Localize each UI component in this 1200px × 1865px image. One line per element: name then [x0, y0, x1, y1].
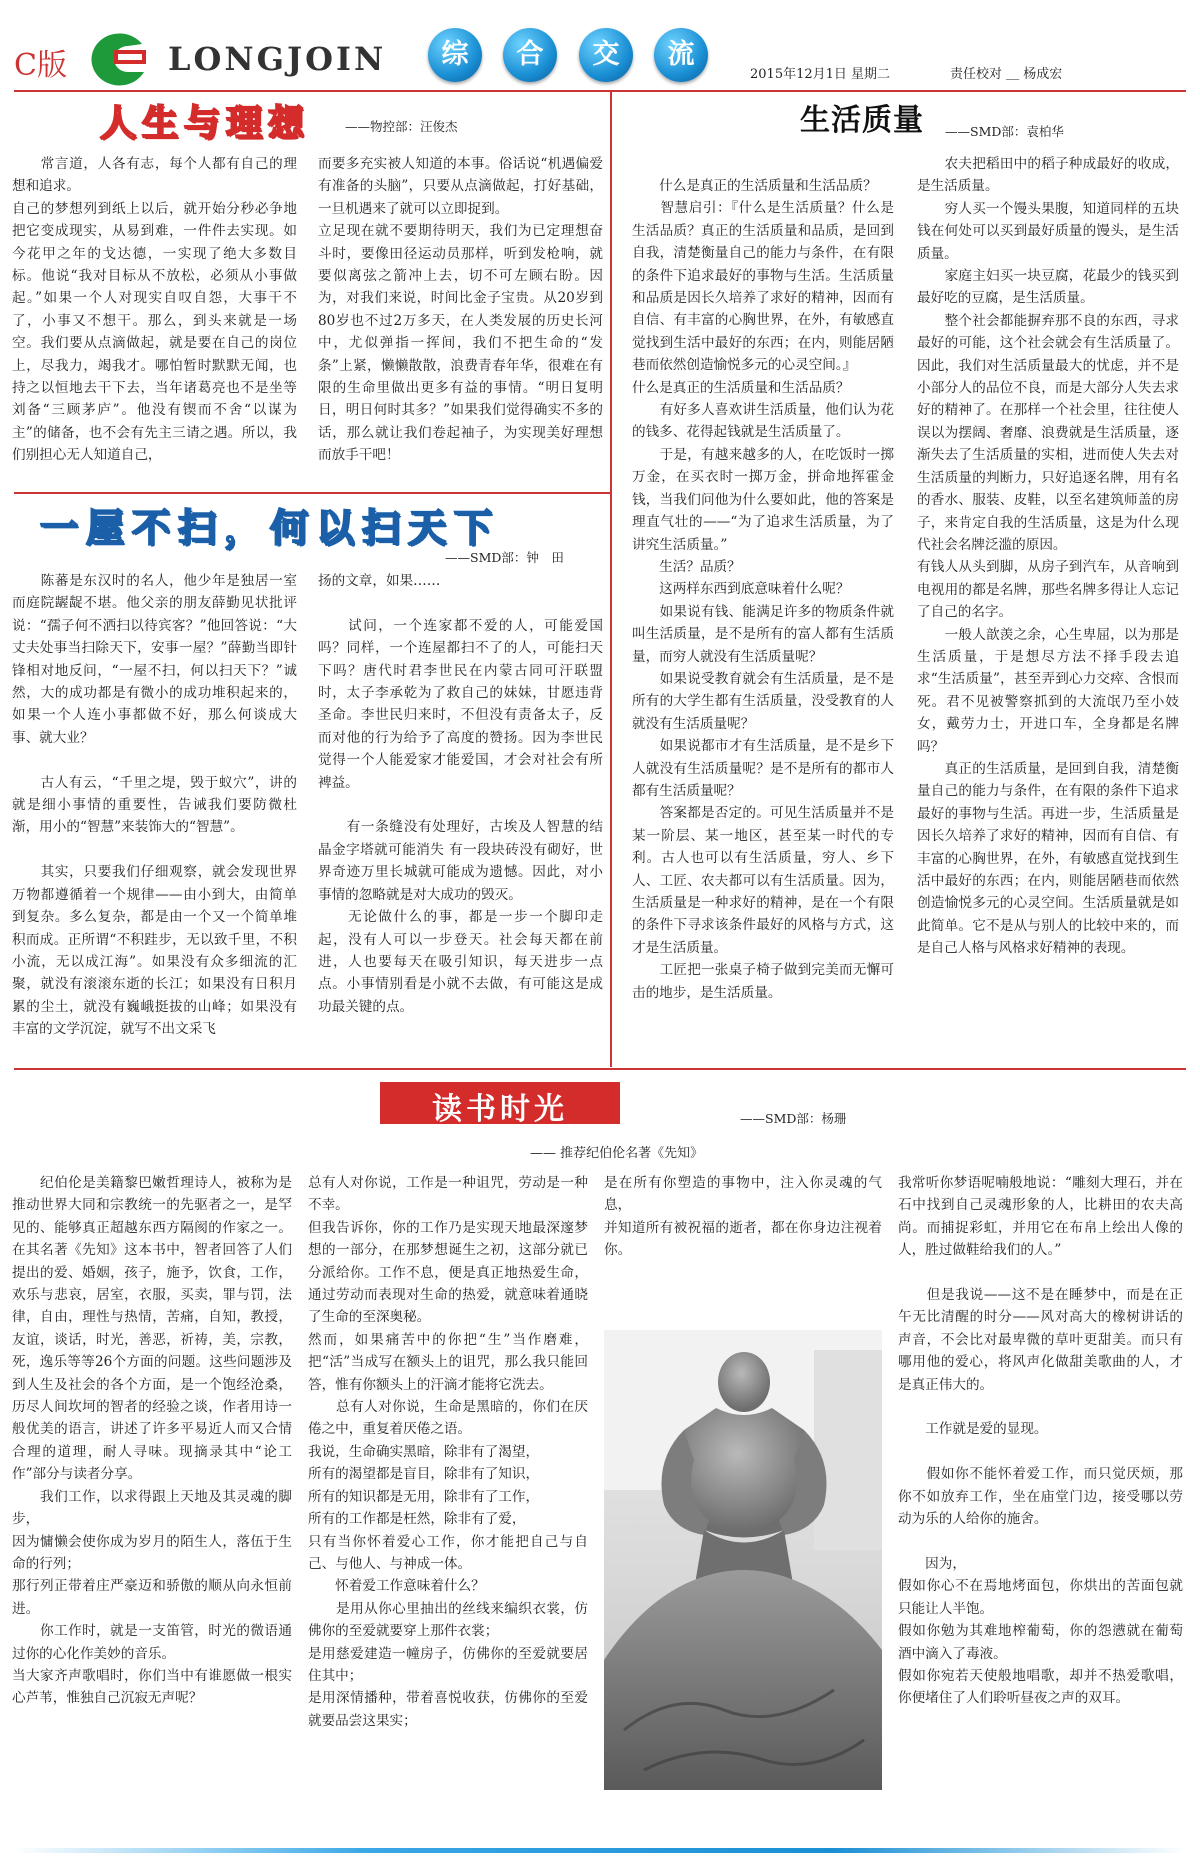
- banner-char-2: 合: [503, 28, 557, 82]
- article-text-reading-col2: 总有人对你说，工作是一种诅咒，劳动是一种不幸。 但我告诉你，你的工作乃是实现天地最深邃梦想的一部分，在那梦想诞生之初，这部分就已分派给你。工作不息，便是真正地热爱生命，通过劳动而表现对生命的热爱，就意味着通晓了生命的至深奥秘。 然而，如果痛苦中的你把“生”当作磨难，把“活”当成写在额头上的诅咒，那么我只能回答，惟有你额头上的汗滴才能将它洗去。 总有人对你说，生命是黑暗的，你们在厌倦之中，重复着厌倦之语。 我说，生命确实黑暗，除非有了渴望， 所有的渴望都是盲目，除非有了知识， 所有的知识都是无用，除非有了工作， 所有的工作都是枉然，除非有了爱， 只有当你怀着爱心工作，你才能把自己与自己、与他人、与神成一体。 怀着爱工作意味着什么？ 是用从你心里抽出的丝线来编织衣裳，仿佛你的至爱就要穿上那件衣裳； 是用慈爱建造一幢房子，仿佛你的至爱就要居住其中； 是用深情播种，带着喜悦收获，仿佛你的至爱就要品尝这果实；: [308, 1175, 588, 1729]
- page-header: [0, 0, 1200, 88]
- article-text-quality-col2: 农夫把稻田中的稻子种成最好的收成，是生活质量。 穷人买一个馒头果腹，知道同样的五块钱在何处可以买到最好质量的馒头，是生活质量。 家庭主妇买一块豆腐，花最少的钱买到最好吃的豆腐，是生活质量。 整个社会都能摒弃那不良的东西，寻求最好的可能，这个社会就会有生活质量了。因此，我们对生活质量最大的忧虑，并不是小部分人的品位不良，而是大部分人失去求好的精神了。在那样一个社会里，往往使人误以为摆阔、奢靡、浪费就是生活质量，逐渐失去了生活质量的实相，进而使人失去对生活质量的判断力，只好追逐名牌，用有名的香水、服装、皮鞋，以至名建筑师盖的房子，来肯定自我的生活质量，这是为什么现代社会名牌泛滥的原因。 有钱人从头到脚，从房子到汽车，从音响到电视用的都是名牌，那些名牌多得让人忘记了自己的名字。 一般人歆羡之余，心生卑屈，以为那是生活质量，于是想尽方法不择手段去追求“生活质量”，甚至弄到心力交瘁、含恨而死。君不见被警察抓到的大流氓乃至小妓女，戴劳力士，开进口车，全身都是名牌吗？ 真正的生活质量，是回到自我，清楚衡量自己的能力与条件，在有限的条件下追求最好的事物与生活。再进一步，生活质量是因长久培养了求好的精神，因而有自信、有丰富的心胸世界，在外，有敏感直觉找到生活中最好的东西；在内，则能居陋巷而依然创造愉悦多元的心灵空间。生活质量就是如此简单。它不是从与别人的比较中来的，而是自己人格与风格求好精神的表现。: [917, 156, 1179, 957]
- logo-icon: [82, 28, 152, 90]
- article-title-quality: 生活质量: [800, 103, 924, 138]
- byline-reading: ——SMD部：杨珊: [740, 1111, 847, 1126]
- article-text-life-ideal-col2: 而要多充实被人知道的本事。俗话说“机遇偏爱有准备的头脑”，只要从点滴做起，打好基础，一旦机遇来了就可以立即捉到。 立足现在就不要期待明天，我们为已定理想奋斗时，要像田径运动员那样，听到发枪响，就要似离弦之箭冲上去，切不可左顾右盼。因为，对我们来说，时间比金子宝贵。从20岁到80岁也不过2万多天，在人类发展的历史长河中，尤似弹指一挥间，我们不把生命的“发条”上紧，懒懒散散，浪费青春年华，很难在有限的生命里做出更多有益的事情。“明日复明日，明日何时其多？”如果我们觉得确实不多的话，那么就让我们卷起袖子，为实现美好理想而放手干吧！: [318, 156, 603, 464]
- article-text-reading-col3: 是在所有你塑造的事物中，注入你灵魂的气息， 并知道所有被祝福的逝者，都在你身边注视着你。: [604, 1175, 882, 1259]
- byline-quality: ——SMD部：袁柏华: [945, 124, 1064, 139]
- center-divider: [610, 92, 612, 1067]
- banner-char-3: 交: [579, 28, 633, 82]
- statue-figure-icon: [604, 1330, 882, 1790]
- left-mid-rule: [14, 492, 610, 494]
- article-title-reading: 读书时光: [432, 1092, 568, 1127]
- banner-char-1: 综: [428, 28, 482, 82]
- editor-credit: 责任校对 ＿ 杨成宏: [950, 67, 1063, 82]
- article-text-sweep-col2: 扬的文章，如果…… 试问，一个连家都不爱的人，可能爱国吗？同样，一个连屋都扫不了的人，可能扫天下吗？唐代时君李世民在内蒙古同可汗联盟时，太子李承乾为了救自己的妹妹，甘愿违背圣命。李世民归来时，不但没有责备太子，反而对他的行为给予了高度的赞扬。因为李世民觉得一个人能爱家才能爱国，才会对社会有所裨益。 有一条缝没有处理好，古埃及人智慧的结晶金字塔就可能消失 有一段块砖没有砌好，世界奇迹万里长城就可能成为遗憾。因此，对小事情的忽略就是对大成功的毁灭。 无论做什么的事，都是一步一个脚印走起，没有人可以一步登天。社会每天都在前进，人也要每天在吸引知识，每天进步一点点。小事情别看是小就不去做，有可能这是成功最关键的点。: [318, 573, 603, 1015]
- article-text-life-ideal-col1: 常言道，人各有志，每个人都有自己的理想和追求。 自己的梦想列到纸上以后，就开始分秒必争地把它变成现实，从易到难，一件件去实现。如今花甲之年的戈达德，一实现了绝大多数目标。他说“我对目标从不放松，必须从小事做起。”如果一个人对现实自叹自怨，大事干不了，小事又不想干。那么，到头来就是一场空。我们要从点滴做起，就是要在自己的岗位上，尽我力，竭我才。哪怕暂时默默无闻，也持之以恒地去干下去，当年诸葛亮也不是坐等刘备“三顾茅庐”。他没有锲而不舍“以谋为主”的储备，也不会有先主三请之遇。所以，我们别担心无人知道自己，: [12, 156, 297, 464]
- subtitle-reading: —— 推荐纪伯伦名著《先知》: [530, 1146, 704, 1161]
- article-title-life-ideal: 人生与理想: [100, 103, 311, 144]
- brand-name: LONGJOIN: [168, 40, 387, 78]
- byline-sweep: ——SMD部：钟 田: [445, 550, 564, 565]
- section-rule: [14, 1068, 1186, 1070]
- issue-date: 2015年12月1日 星期二: [750, 67, 891, 82]
- banner-char-4: 流: [654, 28, 708, 82]
- statue-photo: [604, 1330, 882, 1790]
- article-text-sweep-col1: 陈蕃是东汉时的名人，他少年是独居一室而庭院龌龊不堪。他父亲的朋友薛勤见状批评说：“孺子何不洒扫以待宾客？”他回答说：“大丈夫处事当扫除天下，安事一屋？”薛勤当即针锋相对地反问，“一屋不扫，何以扫天下？”诚然，大的成功都是有微小的成功堆积起来的，如果一个人连小事都做不好，那么何谈成大事、就大业？ 古人有云，“千里之堤，毁于蚁穴”，讲的就是细小事情的重要性，告诫我们要防微杜渐，用小的“智慧”来装饰大的“智慧”。 其实，只要我们仔细观察，就会发现世界万物都遵循着一个规律——由小到大，由简单到复杂。多么复杂，都是由一个又一个简单堆积而成。正所谓“不积跬步，无以致千里，不积小流，无以成江海”。如果没有众多细流的汇聚，就没有滚滚东逝的长江；如果没有日积月累的尘土，就没有巍峨挺拔的山峰；如果没有丰富的文学沉淀，就写不出文采飞: [12, 573, 297, 1038]
- byline-life-ideal: ——物控部：汪俊杰: [345, 119, 458, 134]
- article-title-sweep: 一屋不扫，何以扫天下: [40, 506, 501, 550]
- edition-label: C版: [14, 48, 67, 83]
- footer-rule: [14, 1848, 1186, 1853]
- article-text-reading-col4: 我常听你梦语呢喃般地说：“雕刻大理石，并在石中找到自己灵魂形象的人，比耕田的农夫高尚。而捕捉彩虹，并用它在布帛上绘出人像的人，胜过做鞋给我们的人。” 但是我说——这不是在睡梦中，而是在正午无比清醒的时分——风对高大的橡树讲话的声音，不会比对最卑微的草叶更甜美。而只有哪用他的爱心，将风声化做甜美歌曲的人，才是真正伟大的。 工作就是爱的显现。 假如你不能怀着爱工作，而只觉厌烦，那你不如放弃工作，坐在庙堂门边，接受哪以劳动为乐的人给你的施舍。 因为， 假如你心不在焉地烤面包，你烘出的苦面包就只能让人半饱。 假如你勉为其难地榨葡萄，你的怨懑就在葡萄酒中滴入了毒液。 假如你宛若天使般地唱歌，却并不热爱歌唱，你便堵住了人们聆听昼夜之声的双耳。: [898, 1175, 1183, 1707]
- article-text-reading-col1: 纪伯伦是美籍黎巴嫩哲理诗人，被称为是推动世界大同和宗教统一的先驱者之一，是罕见的、能够真正超越东西方隔阂的作家之一。在其名著《先知》这本书中，智者回答了人们提出的爱、婚姻，孩子，施予，饮食，工作，欢乐与悲哀，居室，衣服，买卖，罪与罚，法律，自由，理性与热情，苦痛，自知，教授，友谊，谈话，时光，善恶，祈祷，美，宗教，死，逸乐等等26个方面的问题。这些问题涉及到人生及社会的各个方面，是一个饱经沧桑，历尽人间坎坷的智者的经验之谈，作者用诗一般优美的语言，讲述了许多平易近人而又合情合理的道理，耐人寻味。现摘录其中“论工作”部分与读者分享。 我们工作，以求得跟上天地及其灵魂的脚步， 因为慵懒会使你成为岁月的陌生人，落伍于生命的行列； 那行列正带着庄严豪迈和骄傲的顺从向永恒前进。 你工作时，就是一支笛管，时光的微语通过你的心化作美妙的音乐。 当大家齐声歌唱时，你们当中有谁愿做一根实心芦苇，惟独自己沉寂无声呢？: [12, 1175, 292, 1707]
- header-rule: [14, 90, 1186, 92]
- article-text-quality-col1: 什么是真正的生活质量和生活品质？ 智慧启引：『什么是生活质量？什么是生活品质？真正的生活质量和品质，是回到自我，清楚衡量自己的能力与条件，在有限的条件下追求最好的事物与生活。生活质量和品质是因长久培养了求好的精神，因而有自信、有丰富的心胸世界，在外，有敏感直觉找到生活中最好的东西；在内，则能居陋巷而依然创造愉悦多元的心灵空间。』 什么是真正的生活质量和生活品质？ 有好多人喜欢讲生活质量，他们认为花的钱多、花得起钱就是生活质量了。 于是，有越来越多的人，在吃饭时一掷万金，在买衣时一掷万金，拼命地挥霍金钱，当我们问他为什么要如此，他的答案是理直气壮的——“为了追求生活质量，为了讲究生活质量。” 生活？品质？ 这两样东西到底意味着什么呢？ 如果说有钱、能满足许多的物质条件就叫生活质量，是不是所有的富人都有生活质量，而穷人就没有生活质量呢？ 如果说受教育就会有生活质量，是不是所有的大学生都有生活质量，没受教育的人就没有生活质量呢？ 如果说都市才有生活质量，是不是乡下人就没有生活质量呢？是不是所有的都市人都有生活质量呢？ 答案都是否定的。可见生活质量并不是某一阶层、某一地区，甚至某一时代的专利。古人也可以有生活质量，穷人、乡下人、工匠、农夫都可以有生活质量。因为，生活质量是一种求好的精神，是在一个有限的条件下寻求该条件最好的风格与方式，这才是生活质量。 工匠把一张桌子椅子做到完美而无懈可击的地步，是生活质量。: [632, 178, 894, 1001]
